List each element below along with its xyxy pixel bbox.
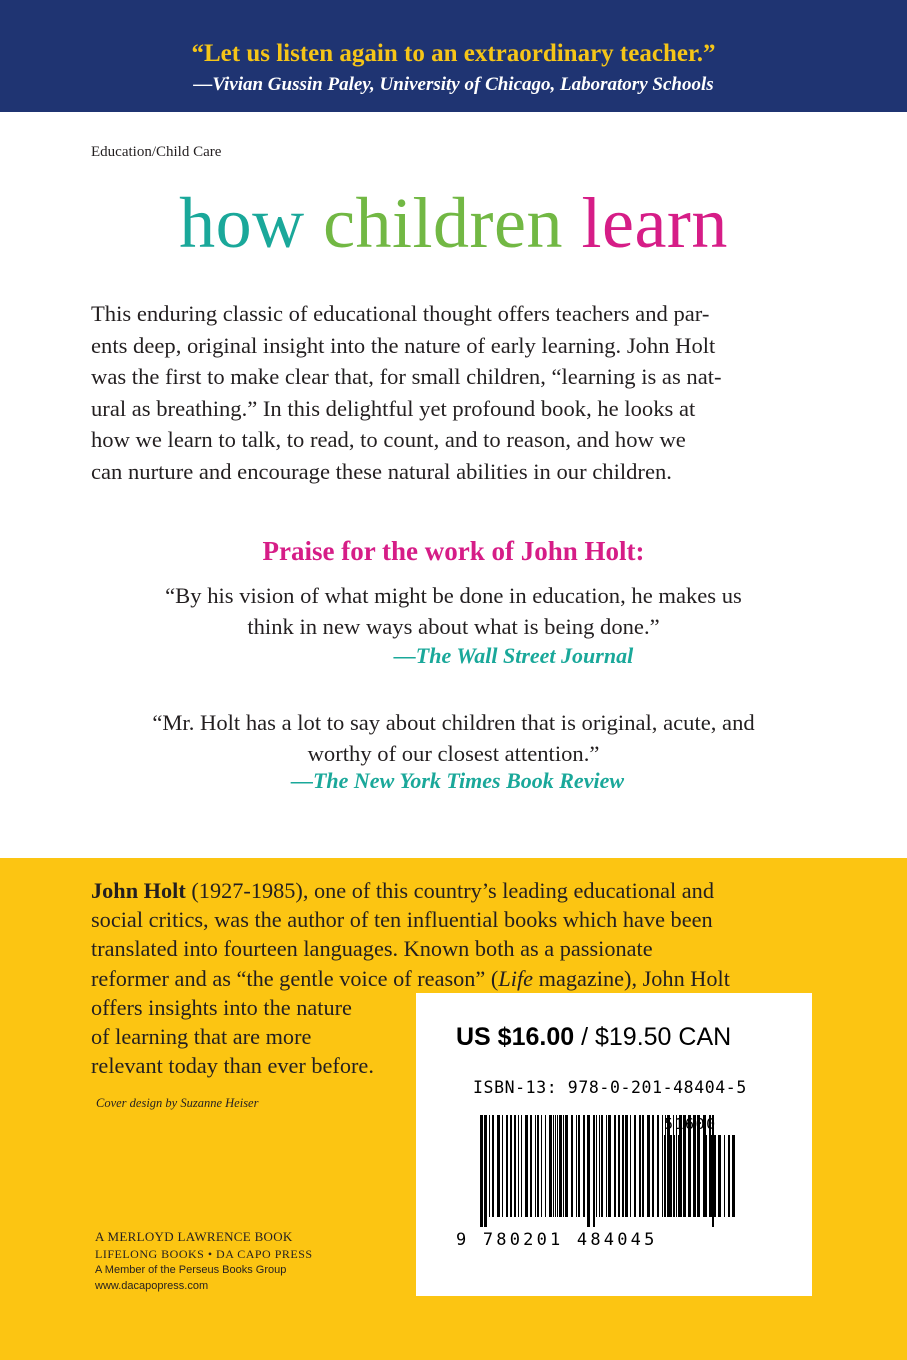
barcode-bar [724, 1135, 725, 1217]
top-banner [0, 0, 907, 112]
description-line: can nurture and encourage these natural abilities in our children. [91, 458, 672, 484]
barcode-bar [599, 1115, 600, 1217]
barcode-bar [587, 1115, 590, 1227]
barcode-bar [714, 1135, 716, 1217]
barcode-bar [618, 1115, 620, 1217]
barcode-bar [706, 1135, 707, 1217]
barcode-bar [571, 1115, 573, 1217]
barcode-bar [576, 1115, 577, 1217]
barcode-bar [593, 1115, 595, 1227]
barcode-bar [563, 1115, 564, 1217]
barcode-bar [657, 1115, 659, 1217]
barcode-bar [489, 1115, 490, 1217]
barcode-bar [630, 1115, 631, 1217]
barcode-bar [553, 1115, 554, 1217]
banner-quote: “Let us listen again to an extraordinary teacher.” [191, 40, 716, 67]
barcode-bar [537, 1115, 539, 1217]
description-line: This enduring classic of educational thought offers teachers and par- [91, 301, 710, 326]
barcode-bar [684, 1135, 686, 1217]
author-name: John Holt [91, 878, 186, 903]
barcode-bar [639, 1115, 641, 1217]
barcode-bar [689, 1135, 691, 1217]
barcode-bar [606, 1115, 607, 1217]
bio-line: John Holt (1927-1985), one of this country’s leading educational and [91, 878, 714, 903]
bio-line: of learning that are more [91, 1024, 312, 1050]
book-title [0, 183, 907, 263]
barcode-bar [506, 1115, 508, 1217]
addon-digits: 51600 [664, 1115, 717, 1133]
quote-line: “By his vision of what might be done in education, he makes us [165, 583, 742, 608]
bio-line: social critics, was the author of ten influential books which have been [91, 907, 713, 933]
description-line: was the first to make clear that, for small children, “learning is as nat- [91, 364, 722, 390]
barcode-bar [484, 1115, 487, 1227]
barcode-bar [492, 1115, 494, 1217]
barcode-bar [678, 1135, 681, 1217]
publisher-group: A Member of the Perseus Books Group [95, 1264, 287, 1276]
barcode-bar [480, 1115, 483, 1227]
barcode-bar [510, 1115, 512, 1217]
book-description [91, 298, 826, 488]
barcode-bar [557, 1115, 558, 1217]
barcode-bar [669, 1135, 672, 1217]
barcode-bar [647, 1115, 650, 1217]
barcode-bar [541, 1115, 542, 1217]
addon-barcode [664, 1135, 740, 1227]
barcode-bar [710, 1135, 713, 1217]
barcode-bar [662, 1115, 663, 1217]
barcode-bar [622, 1115, 624, 1217]
quote-line: “Mr. Holt has a lot to say about children that is original, acute, and [152, 710, 755, 735]
barcode-bar [545, 1115, 546, 1217]
barcode-bar [673, 1135, 675, 1217]
barcode-bar [555, 1115, 556, 1217]
barcode-bar [703, 1135, 705, 1217]
barcode-bar [625, 1115, 628, 1217]
barcode-bar [535, 1115, 536, 1217]
cover-design-credit: Cover design by Suzanne Heiser [96, 1096, 259, 1110]
praise-quote-1 [0, 580, 907, 642]
praise-heading: Praise for the work of John Holt: [262, 536, 645, 566]
barcode-bar [601, 1115, 603, 1217]
barcode-bar [634, 1115, 636, 1217]
barcode-bar [608, 1115, 611, 1217]
title-word-learn: learn [581, 183, 728, 263]
barcode-bar [549, 1115, 552, 1217]
category-label: Education/Child Care [91, 144, 222, 160]
isbn-label: ISBN-13: 978-0-201-48404-5 [473, 1078, 747, 1097]
barcode-bar [695, 1135, 696, 1217]
barcode-bar [732, 1135, 735, 1217]
barcode-bar [718, 1135, 721, 1217]
barcode-bar [530, 1115, 532, 1217]
price-label: US $16.00 / $19.50 CAN [456, 1023, 732, 1051]
bio-line: translated into fourteen languages. Known both as a passionate [91, 936, 653, 962]
title-word-how: how [179, 183, 305, 263]
barcode-bar [497, 1115, 500, 1217]
title-word-children: children [323, 183, 563, 263]
praise-source-1: —The Wall Street Journal [393, 643, 634, 668]
barcode-bar [664, 1135, 666, 1217]
bio-line: relevant today than ever before. [91, 1053, 374, 1079]
barcode-bar [652, 1115, 654, 1217]
barcode-bar [518, 1115, 519, 1217]
barcode-bar [642, 1115, 644, 1217]
publisher-website: www.dacapopress.com [95, 1280, 209, 1292]
quote-line: think in new ways about what is being done.” [247, 614, 660, 639]
praise-source-2: —The New York Times Book Review [290, 768, 625, 793]
quote-line: worthy of our closest attention.” [307, 741, 600, 766]
description-line: ents deep, original insight into the nature of early learning. John Holt [91, 332, 716, 358]
barcode-bar [583, 1115, 585, 1217]
barcode-bar [565, 1115, 568, 1217]
barcode-bar [514, 1115, 516, 1217]
publisher-imprint: A MERLOYD LAWRENCE BOOK [95, 1229, 293, 1244]
banner-attribution: —Vivian Gussin Paley, University of Chicago, Laboratory Schools [193, 74, 714, 95]
barcode-bar [728, 1135, 730, 1217]
barcode-bar [596, 1115, 597, 1217]
barcode-bar [578, 1115, 580, 1217]
barcode-bar [693, 1135, 694, 1217]
praise-quote-2 [0, 707, 907, 769]
barcode-bar [502, 1115, 503, 1217]
barcode-bar [559, 1115, 562, 1217]
barcode-bar [697, 1135, 700, 1217]
barcode-bar [525, 1115, 528, 1217]
publisher-names: LIFELONG BOOKS • DA CAPO PRESS [95, 1247, 313, 1261]
description-line: ural as breathing.” In this delightful yet profound book, he looks at [91, 395, 696, 421]
price-barcode-sticker [416, 993, 812, 1296]
barcode-bar [521, 1115, 522, 1217]
barcode-bar [614, 1115, 616, 1217]
bio-line: offers insights into the nature [91, 994, 352, 1020]
description-line: how we learn to talk, to read, to count, and to reason, and how we [91, 427, 686, 453]
ean-digits: 9 780201 484045 [456, 1230, 658, 1250]
bio-line: reformer and as “the gentle voice of reason” (Life magazine), John Holt [91, 965, 730, 991]
